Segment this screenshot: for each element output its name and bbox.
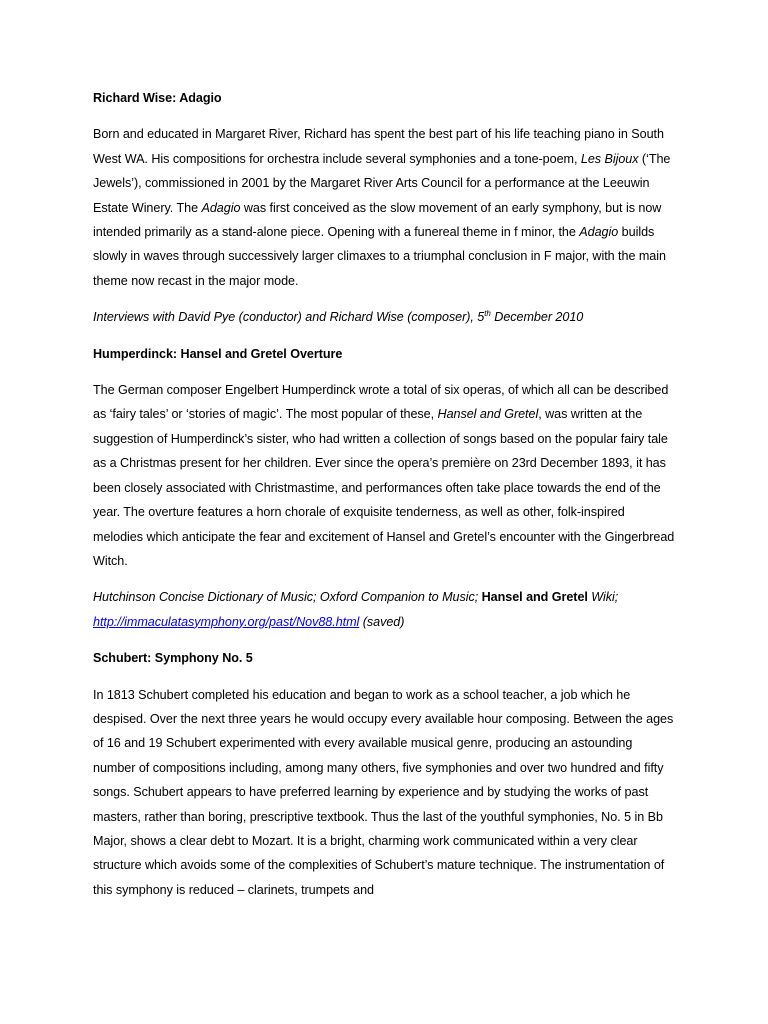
- source-citation-wise: [93, 305, 676, 329]
- work-title: Adagio: [201, 200, 241, 215]
- citation-bold-title: Hansel and Gretel: [481, 590, 588, 605]
- citation-text: Interviews with David Pye (conductor) and Richard Wise (composer), 5: [93, 310, 485, 325]
- section-heading-wise: Richard Wise: Adagio: [93, 91, 222, 105]
- body-text: The German composer Engelbert Humperdinck wrote a total of six operas, of which all can be described as ‘fairy tales’ or ‘stories of magic’. The most popular of these,: [93, 383, 669, 422]
- body-text: was first conceived as the slow movement of an early symphony, but is now intended primarily as a stand-alone piece. Opening with a funereal theme in f minor, the: [93, 200, 662, 240]
- citation-text: December 2010: [490, 310, 584, 325]
- body-text: Born and educated in Margaret River, Richard has spent the best part of his life teaching piano in South West WA. His compositions for orchestra include several symphonies and a tone-poem,: [93, 127, 664, 166]
- body-text: (‘The Jewels’), commissioned in 2001 by the Margaret River Arts Council for a performance at the Leeuwin Estate Winery. The: [93, 151, 671, 215]
- work-title: Hansel and Gretel: [437, 407, 539, 422]
- source-link[interactable]: http://immaculatasymphony.org/past/Nov88.html: [93, 614, 360, 629]
- section-heading-humperdinck: Humperdinck: Hansel and Gretel Overture: [93, 346, 343, 361]
- body-text: builds slowly in waves through successively larger climaxes to a triumphal conclusion in F major, with the main theme now recast in the major mode.: [93, 225, 666, 288]
- section-body-humperdinck: [93, 378, 676, 573]
- section-body-wise: [93, 122, 676, 293]
- citation-text: (saved): [359, 614, 405, 629]
- section-body-schubert: In 1813 Schubert completed his education and began to work as a school teacher, a job which he despised. Over the next three years he would occupy every available hour composing. Between the ages of 16 and 19 Schubert experimented with every available musical genre, producing an astounding number of compositions including, among many others, five symphonies and over two hundred and fifty songs. Schubert appears to have preferred learning by experience and by studying the works of past masters, rather than boring, prescriptive textbook. Thus the last of the youthful symphonies, No. 5 in Bb Major, shows a clear debt to Mozart. It is a bright, charming work communicated within a very clear structure which avoids some of the complexities of Schubert’s mature technique. The instrumentation of this symphony is reduced – clarinets, trumpets and: [93, 687, 674, 897]
- section-heading-schubert: Schubert: Symphony No. 5: [93, 651, 253, 666]
- citation-text: Wiki;: [587, 590, 619, 605]
- work-title: Les Bijoux: [580, 151, 639, 166]
- citation-text: Hutchinson Concise Dictionary of Music; Oxford Companion to Music;: [93, 590, 482, 605]
- citation-superscript: th: [484, 309, 491, 319]
- source-citation-humperdinck: [93, 585, 676, 634]
- body-text: , was written at the suggestion of Humperdinck’s sister, who had written a collection of songs based on the popular fairy tale as a Christmas present for her children. Ever since the opera’s première on 23rd December 1893, it has been closely associated with Christmastime, and performances often take place towards the end of the year. The overture features a horn chorale of exquisite tenderness, as well as other, folk-inspired melodies which anticipate the fear and excitement of Hansel and Gretel’s encounter with the Gingerbread Witch.: [93, 407, 675, 568]
- work-title: Adagio: [579, 225, 619, 240]
